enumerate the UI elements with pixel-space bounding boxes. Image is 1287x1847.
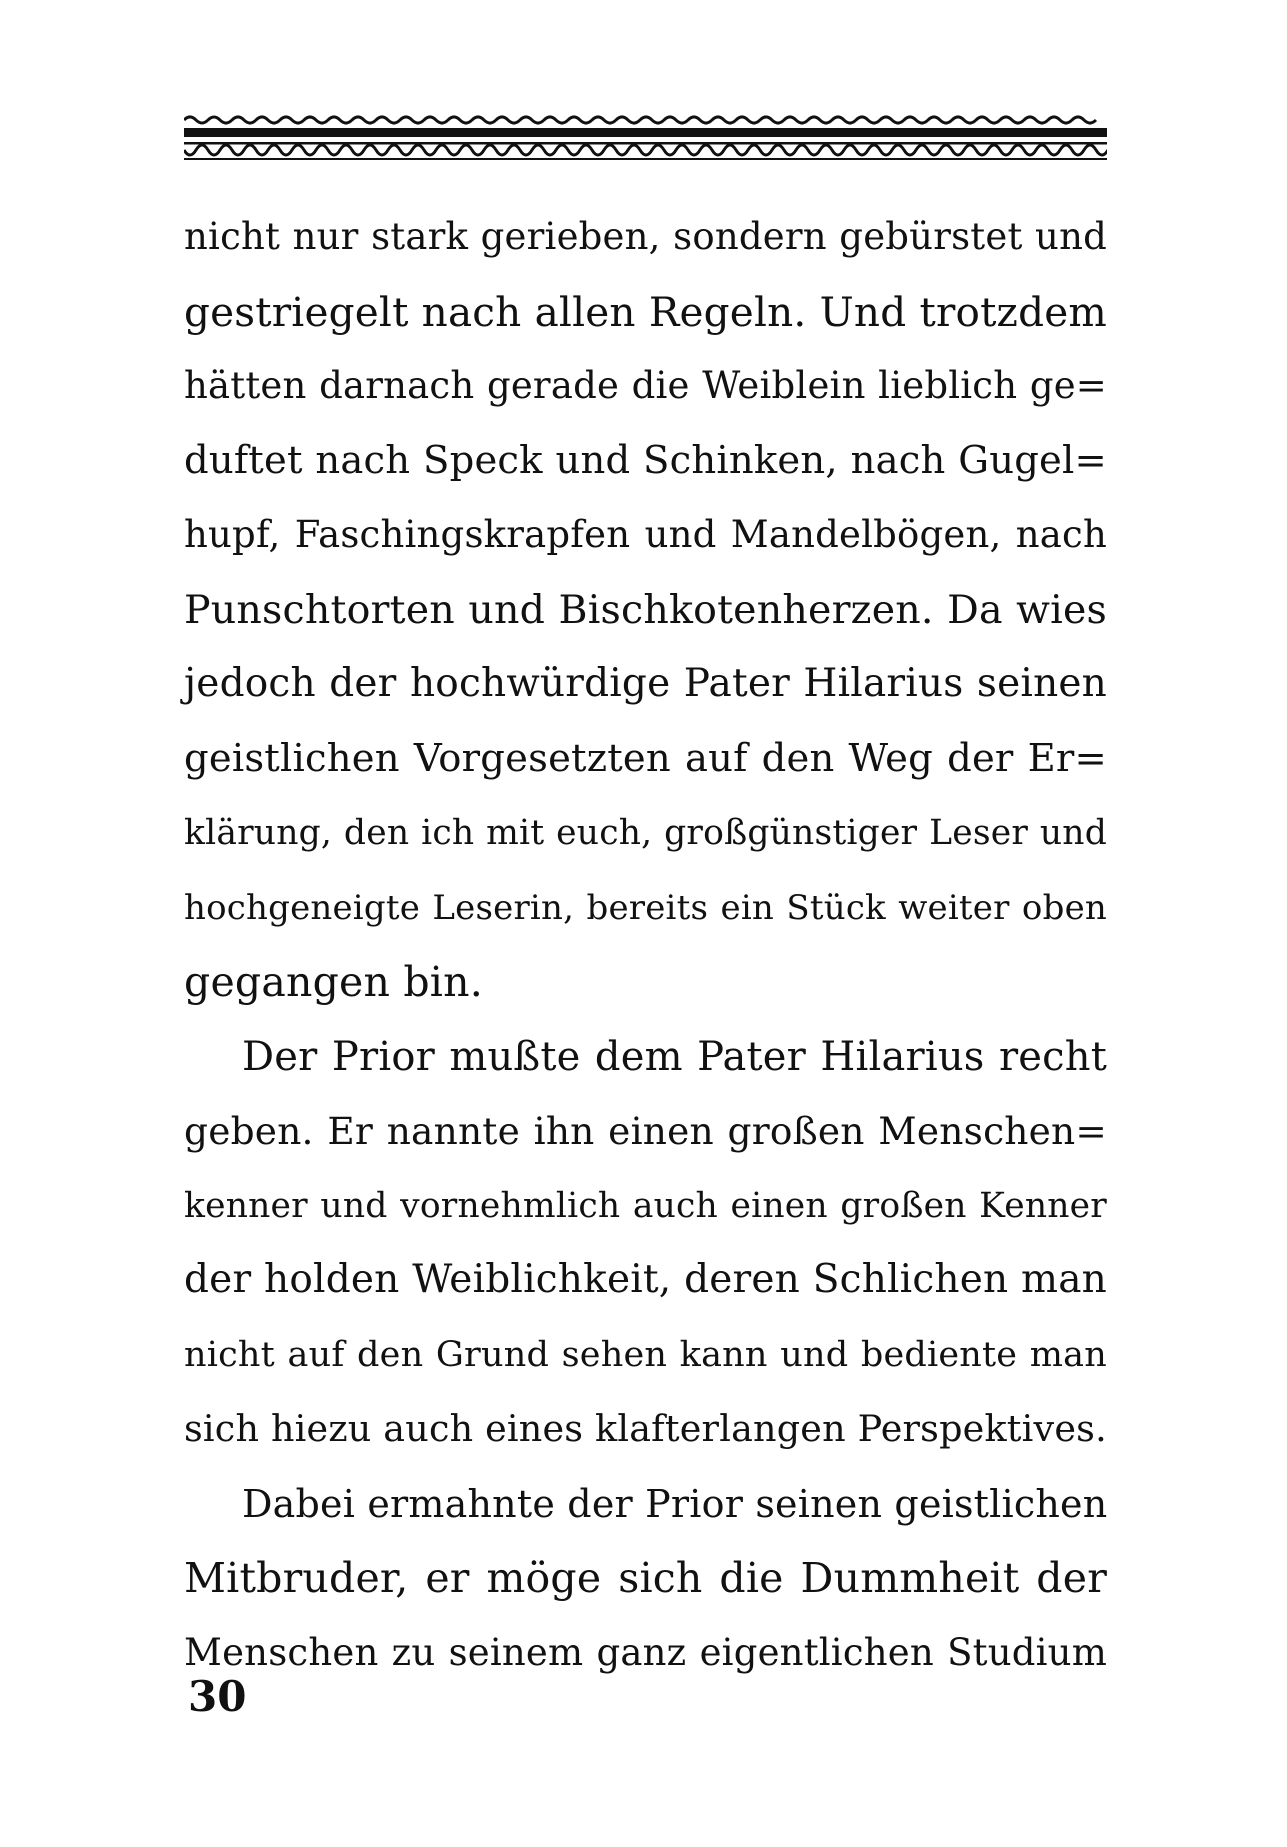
page-number: 30 xyxy=(188,1672,247,1721)
ornament-bottom-scallop xyxy=(184,145,1107,155)
text-line: hätten darnach gerade die Weiblein lieblich ge= xyxy=(184,364,1107,407)
ornamental-header-border xyxy=(184,114,1107,164)
ornament-top-wave xyxy=(184,117,1096,123)
text-line: Dabei ermahnte der Prior seinen geistlichen xyxy=(242,1481,1108,1526)
text-line: hupf, Faschingskrapfen und Mandelbögen, nach xyxy=(184,513,1107,556)
text-line: gegangen bin. xyxy=(184,958,483,1006)
text-line: gestriegelt nach allen Regeln. Und trotzdem xyxy=(184,287,1107,336)
body-text xyxy=(184,200,1107,1690)
ornament-bottom-line xyxy=(184,158,1107,160)
ornament-thick-bar xyxy=(184,128,1107,137)
text-line: nicht auf den Grund sehen kann und bediente man xyxy=(184,1334,1107,1375)
text-line: Der Prior mußte dem Pater Hilarius recht xyxy=(242,1033,1107,1080)
text-line: sich hiezu auch eines klafterlangen Perspektives. xyxy=(184,1407,1107,1450)
text-line: Mitbruder, er möge sich die Dummheit der xyxy=(184,1554,1107,1602)
text-line: der holden Weiblichkeit, deren Schlichen man xyxy=(184,1257,1107,1302)
text-line: geben. Er nannte ihn einen großen Menschen= xyxy=(184,1109,1107,1153)
text-line: kenner und vornehmlich auch einen großen Kenner xyxy=(184,1185,1107,1226)
text-line: Menschen zu seinem ganz eigentlichen Studium xyxy=(184,1630,1107,1674)
text-line: nicht nur stark gerieben, sondern gebürstet und xyxy=(184,215,1107,258)
text-line: hochgeneigte Leserin, bereits ein Stück weiter oben xyxy=(184,887,1107,928)
text-line: geistlichen Vorgesetzten auf den Weg der Er= xyxy=(184,735,1107,781)
text-line: Punschtorten und Bischkotenherzen. Da wies xyxy=(184,586,1107,633)
text-line: klärung, den ich mit euch, großgünstiger Leser und xyxy=(184,813,1107,853)
text-line: jedoch der hochwürdige Pater Hilarius seinen xyxy=(184,661,1107,706)
text-line: duftet nach Speck und Schinken, nach Gugel= xyxy=(184,437,1107,483)
